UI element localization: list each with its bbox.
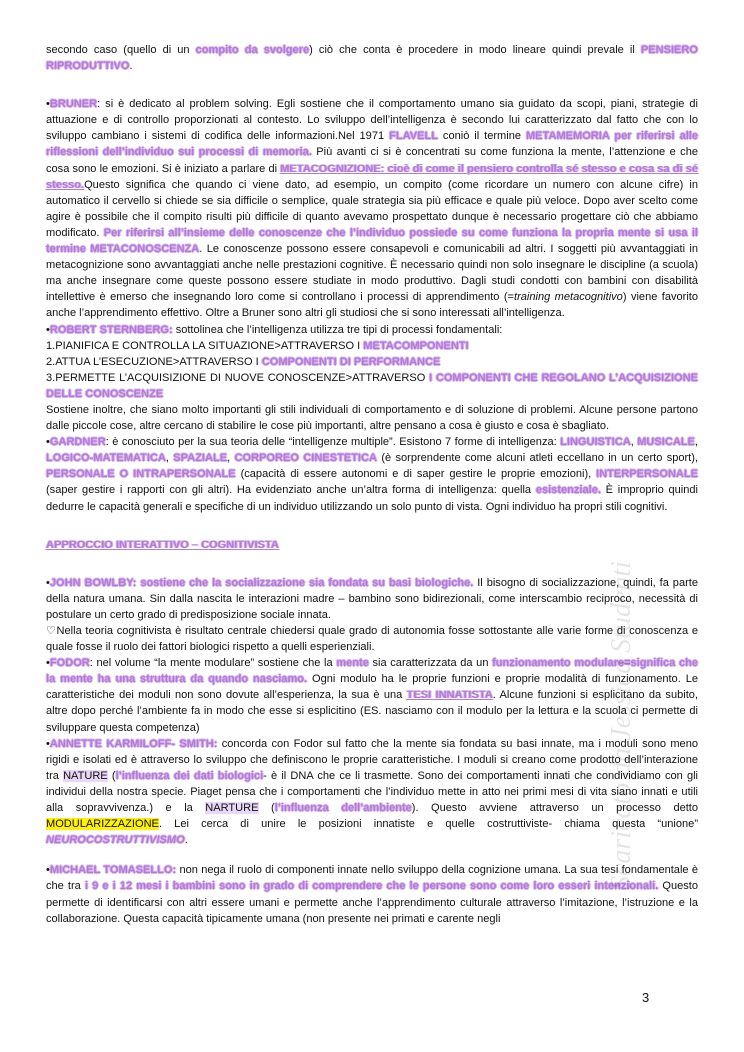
text: 1.PIANIFICA E CONTROLLA LA SITUAZIONE>ATTRAVERSO I: [46, 339, 364, 352]
highlight-tomasello: i 9 e i 12 mesi i bambini sono in grado di comprendere che le persone sono come loro esseri intenzionali.: [84, 880, 659, 893]
list-item: [46, 338, 698, 354]
highlight-performance: COMPONENTI DI PERFORMANCE: [261, 355, 441, 368]
term-nature: NATURE: [63, 769, 108, 782]
paragraph-intro: [46, 42, 698, 74]
text: secondo caso (quello di un: [46, 44, 196, 56]
term-narture: NARTURE: [205, 802, 259, 815]
text: Questo significa che quando ci viene dato, ad esempio, un compito (come ricordare un numero con alcune cifre) in automatico il cervello si chiede se sia difficile o semplice, quale strategia sia più efficace e quale più veloce. Dopo aver scelto come agire è possibile che il compito risulti più difficile di quanto avevamo prospettato dunque è necessario progettare ciò che abbiamo modificato.: [46, 178, 698, 239]
paragraph-text: Sostiene inoltre, che siano molto importanti gli stili individuali di comportamento e di soluzione di problemi. Alcune persone partono dalle piccole cose, altre cercano di stabilire le cose più importanti, altre pensano a cosa è giusto e cosa è sbagliato.: [46, 403, 698, 433]
highlight-mente: mente: [336, 657, 369, 670]
watermark-text: Scaricato da Jessica Studenti: [606, 561, 637, 890]
text: Il bisogno di socializzazione, quindi, fa parte della natura umana. Sin dalla nascita le interazioni madre – bambino sono bidirezionali, come interscambio reciproco, necessità di postulare un certo grado di predisposizione sociale innata.: [46, 576, 698, 621]
highlight-acquisizione: I COMPONENTI CHE REGOLANO L’ACQUISIZIONE DELLE CONOSCENZE: [46, 371, 698, 400]
highlight-esistenziale: esistenziale.: [535, 484, 601, 497]
highlight-neurocostruttivismo: NEUROCOSTRUTTIVISMO: [46, 834, 185, 847]
text: : è conosciuto per la sua teoria delle “intelligenze multiple”. Esistono 7 forme di intelligenza:: [105, 436, 561, 449]
text: . Le conoscenze possono essere consapevoli e comunicabili ad altri. I soggetti più avvantaggiati in metacognizione sono avvantaggiati anche nelle prestazioni cognitive. È necessario quindi non solo insegnare le discipline (a scuola) ma anche insegnare come queste possono essere studiate in modo produttivo. Dagli studi condotti con bambini con disabilità intellettive è emerso che insegnando loro come si controllano i processi di apprendimento (=: [46, 243, 698, 304]
text: concorda con Fodor sul fatto che la mente sia fondata su basi innate, ma i moduli sono meno rigidi e isolati ed è attraverso lo sviluppo che definiscono le proprie caratteristiche. I moduli si creano come prodotto dell’interazione tra: [46, 737, 698, 782]
text: sia caratterizzata da un: [368, 657, 493, 670]
text: Questo permette di identificarsi con altri essere umani e permette anche l’apprendimento culturale attraverso l’imitazione, l’istruzione e la collaborazione. Questa capacità tipicamente umana (non presente nei primati e carente negli: [46, 880, 699, 925]
highlight-modularizzazione: MODULARIZZAZIONE: [46, 818, 159, 831]
paragraph-bruner: [46, 96, 698, 321]
name-flavell: FLAVELL: [389, 130, 438, 143]
text: (: [258, 802, 275, 815]
highlight-influenza-ambiente: l’influenza dell’ambiente: [274, 802, 412, 815]
highlight-influenza-biologici: l’influenza dei dati biologici: [115, 769, 264, 782]
paragraph-karmiloff: •ANNETTE KARMILOFF- SMITH: concorda con Fodor sul fatto che la mente sia fondata su basi innate, ma i moduli sono meno rigidi e isolati ed è attraverso lo sviluppo che definiscono le proprie caratteristiche. I moduli si creano come prodotto dell’interazione tra NATURE (l’influenza dei dati biologici- è il DNA che ce li trasmette. Sono dei comportamenti innati che condividiamo con gli individui della nostra specie. Piaget pensa che i comportamenti che l’individuo mette in atto nei primi mesi di vita siano innati e utili alla sopravvivenza.) e la NARTURE (l’influenza dell’ambiente). Questo avviene attraverso un processo detto MODULARIZZAZIONE. Lei cerca di unire le posizioni innatiste e quelle costruttiviste- chiama questa “unione” NEUROCOSTRUTTIVISMO.: [46, 737, 699, 847]
highlight-metacomponenti: METACOMPONENTI: [363, 339, 469, 352]
text: ). Questo avviene attraverso un processo detto: [411, 802, 699, 815]
highlight-tesi-innatista: TESI INNATISTA: [406, 689, 493, 702]
highlight-metamemoria: METAMEMORIA per riferirsi alle riflessioni dell’individuo sui processi di memoria.: [46, 130, 698, 159]
text: (capacità di essere autonomi e di saper gestire le proprie emozioni),: [235, 468, 597, 481]
paragraph-tomasello: •MICHAEL TOMASELLO: non nega il ruolo di componenti innate nello sviluppo della cognizione umana. La sua tesi fondamentale è che tra i 9 e i 12 mesi i bambini sono in grado di comprendere che le persone sono come loro esseri intenzionali. Questo permette di identificarsi con altri essere umani e permette anche l’apprendimento culturale attraverso l’imitazione, l’istruzione e la collaborazione. Questa capacità tipicamente umana (non presente nei primati e carente negli: [46, 864, 699, 925]
text: : si è dedicato al problem solving. Egli sostiene che il comportamento umano sia guidato da scopi, piani, strategie di attuazione e di controllo proporzionati al contesto. Lo sviluppo dell’intelligenza è secondo lui caratterizzato dal fatto che con lo sviluppo cambiano i sistemi di codifica delle informazioni.Nel 1971: [46, 98, 698, 143]
text: Ogni modulo ha le proprie funzioni e proprie modalità di funzionamento. Le caratteristiche dei moduli non sono dovute all’esperienza, la sua è una: [46, 673, 698, 702]
text: .: [184, 834, 188, 847]
highlight-linguistica: LINGUISTICA: [560, 436, 631, 449]
page-number: 3: [642, 990, 650, 1005]
text: Più avanti ci si è concentrati su come funziona la mente, l’attenzione e che cosa sono le emozioni. Si è iniziato a parlare di: [46, 146, 698, 175]
name-tomasello: MICHAEL TOMASELLO:: [49, 864, 177, 877]
text: 2.ATTUA L’ESECUZIONE>ATTRAVERSO I: [46, 355, 262, 368]
text: coniò il termine: [437, 130, 526, 143]
heading-text: APPROCCIO INTERATTIVO – COGNITIVISTA: [46, 538, 279, 551]
highlight-corporeo: CORPOREO CINESTETICA: [234, 452, 377, 465]
paragraph-fodor: •FODOR: nel volume “la mente modulare” sostiene che la mente sia caratterizzata da un funzionamento modulare=significa che la mente ha una struttura da quando nasciamo. Ogni modulo ha le proprie funzioni e proprie modalità di funzionamento. Le caratteristiche dei moduli non sono dovute all’esperienza, la sua è una TESI INNATISTA. Alcune funzioni si esplicitano da subito, altre dopo perché l’ambiente fa in modo che esse si esplicitino (ES. nasciamo con il modulo per la lettura e la scuola ci permette di sviluppare questa competenza): [46, 657, 698, 734]
highlight-interpersonale: INTERPERSONALE: [596, 468, 699, 481]
text: ) viene favorito anche l’apprendimento effettivo. Oltre a Bruner sono altri gli studiosi che si sono interessati all’intelligenza.: [46, 291, 699, 320]
highlight-metaconoscenza: Per riferirsi all’insieme delle conoscenze che l’individuo possiede su come funziona la propria mente si usa il termine METACONOSCENZA: [46, 226, 698, 256]
name-sternberg: ROBERT STERNBERG:: [49, 323, 173, 336]
bullet: •: [46, 98, 50, 111]
text: . Lei cerca di unire le posizioni innatiste e quelle costruttiviste- chiama questa “unione”: [158, 818, 698, 831]
text: - è il DNA che ce li trasmette. Sono dei comportamenti innati che condividiamo con gli individui della nostra specie. Piaget pensa che i comportamenti che l’individuo mette in atto nei primi mesi di vita siano innati e utili alla sopravvivenza.) e la: [46, 769, 698, 815]
highlight-personale: PERSONALE O INTRAPERSONALE: [46, 468, 236, 481]
name-bruner: BRUNER: [49, 98, 98, 111]
paragraph-bowlby: •JOHN BOWLBY: sostiene che la socializzazione sia fondata su basi biologiche. Il bisogno di socializzazione, quindi, fa parte della natura umana. Sin dalla nascita le interazioni madre – bambino sono bidirezionali, come interscambio reciproco, necessità di postulare un certo grado di predisposizione sociale innata.: [46, 576, 698, 621]
text: 3.PERMETTE L’ACQUISIZIONE DI NUOVE CONOSCENZE>ATTRAVERSO: [46, 371, 430, 384]
name-bowlby: JOHN BOWLBY: sostiene che la socializzazione sia fondata su basi biologiche.: [49, 576, 474, 589]
italic-training: training metacognitivo: [514, 291, 623, 304]
text: : nel volume “la mente modulare” sostiene che la: [89, 657, 337, 670]
name-fodor: FODOR: [49, 657, 90, 670]
highlight-logico: LOGICO-MATEMATICA: [46, 452, 166, 465]
highlight-musicale: MUSICALE: [637, 436, 695, 449]
paragraph-heart: ♡Nella teoria cognitivista è risultato centrale chiedersi quale grado di autonomia fosse sottostante alle varie forme di conoscenza e quale fosse il ruolo dei fattori biologici rispetto a quelli esperienziali.: [46, 625, 698, 654]
highlight-metacognizione: METACOGNIZIONE: cioè di come il pensiero controlla sé stesso e cosa sa di sé stesso.: [46, 162, 698, 191]
highlight-compito: compito da svolgere: [195, 44, 310, 56]
text: (: [107, 769, 116, 782]
text: (è sorprendente come alcuni atleti eccellano in un certo sport),: [376, 452, 698, 465]
watermark: [600, 520, 640, 900]
highlight-pensiero-riproduttivo: PENSIERO RIPRODUTTIVO: [46, 44, 698, 73]
name-gardner: GARDNER: [49, 436, 106, 449]
text: .: [129, 60, 133, 73]
text: non nega il ruolo di componenti innate nello sviluppo della cognizione umana. La sua tesi fondamentale è che tra: [46, 864, 699, 893]
text: È improprio quindi dedurre le capacità generali e specifiche di un individuo utilizzando un solo punto di vista. Ogni individuo ha propri stili cognitivi.: [46, 484, 699, 513]
paragraph-sternberg: •ROBERT STERNBERG: sottolinea che l’intelligenza utilizza tre tipi di processi fondamentali:: [46, 323, 503, 336]
text: ) ciò che conta è procedere in modo lineare quindi prevale il: [309, 44, 641, 56]
highlight-spaziale: SPAZIALE: [173, 452, 228, 465]
highlight-funzionamento: funzionamento modulare=significa che la mente ha una struttura da quando nasciamo.: [46, 657, 698, 686]
list-item: [46, 354, 698, 370]
paragraph-gardner: •GARDNER: è conosciuto per la sua teoria delle “intelligenze multiple”. Esistono 7 forme di intelligenza: LINGUISTICA, MUSICALE, LOGICO-MATEMATICA, SPAZIALE, CORPOREO CINESTETICA (è sorprendente come alcuni atleti eccellano in un certo sport), PERSONALE O INTRAPERSONALE (capacità di essere autonomi e di saper gestire le proprie emozioni), INTERPERSONALE (saper gestire i rapporti con gli altri). Ha evidenziato anche un’altra forma di intelligenza: quella esistenziale. È improprio quindi dedurre le capacità generali e specifiche di un individuo utilizzando un solo punto di vista. Ogni individuo ha propri stili cognitivi.: [46, 436, 699, 513]
list-item: [46, 370, 698, 402]
text: . Alcune funzioni si esplicitano da subito, altre dopo perché l’ambiente fa in modo che esse si esplicitino (ES. nasciamo con il modulo per la lettura e la scuola ci permette di sviluppare questa competenza): [46, 689, 698, 734]
text: (saper gestire i rapporti con gli altri). Ha evidenziato anche un’altra forma di intelligenza: quella: [46, 484, 536, 497]
name-karmiloff: ANNETTE KARMILOFF- SMITH:: [49, 737, 218, 750]
text: sottolinea che l’intelligenza utilizza tre tipi di processi fondamentali:: [172, 323, 503, 336]
